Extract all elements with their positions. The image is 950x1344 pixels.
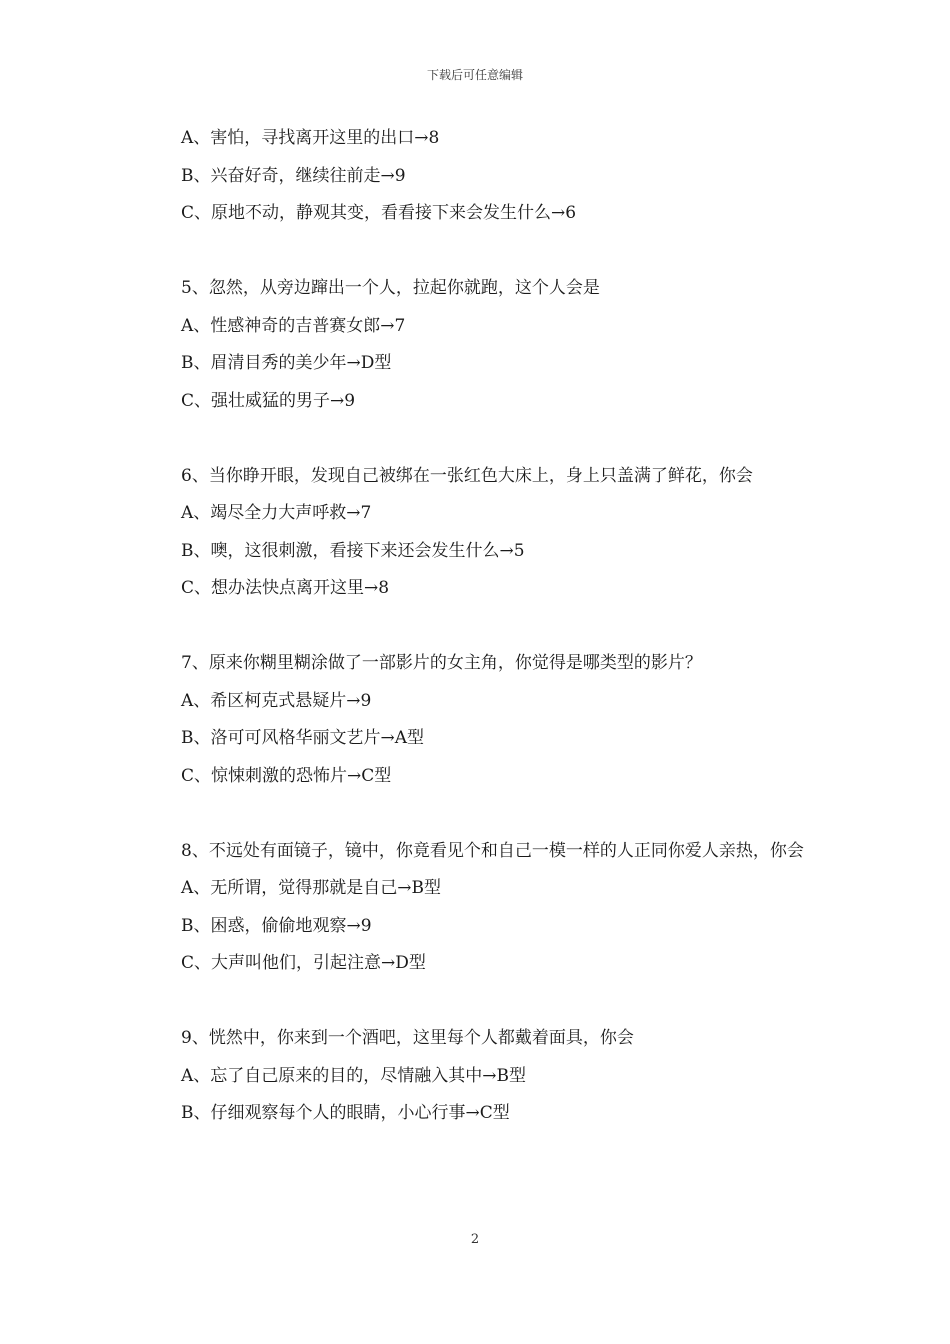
page-header: 下载后可任意编辑 [426, 68, 523, 82]
question-5: 5、忽然，从旁边蹿出一个人，拉起你就跑，这个人会是 [181, 278, 600, 298]
paragraph-gap [145, 795, 810, 833]
question-6: 6、当你睁开眼，发现自己被绑在一张红色大床上，身上只盖满了鲜花，你会 [181, 465, 753, 486]
paragraph-gap [145, 420, 810, 458]
option-c: C、原地不动，静观其变，看看接下来会发生什么→6 [181, 203, 577, 223]
option-c: C、强壮威猛的男子→9 [181, 390, 356, 411]
option-b: B、噢，这很刺激，看接下来还会发生什么→5 [181, 540, 525, 561]
document-body [145, 120, 810, 1133]
option-a: A、忘了自己原来的目的，尽情融入其中→B型 [181, 1065, 527, 1086]
option-b: B、仔细观察每个人的眼睛，小心行事→C型 [181, 1103, 510, 1123]
option-c: C、惊悚刺激的恐怖片→C型 [181, 765, 392, 786]
option-b: B、洛可可风格华丽文艺片→A型 [181, 728, 425, 748]
question-8: 8、不远处有面镜子，镜中，你竟看见个和自己一模一样的人正同你爱人亲热，你会 [181, 840, 804, 861]
option-a: A、性感神奇的吉普赛女郎→7 [181, 315, 406, 336]
option-a: A、无所谓，觉得那就是自己→B型 [181, 878, 442, 898]
option-b: B、困惑，偷偷地观察→9 [181, 915, 372, 936]
option-c: C、大声叫他们，引起注意→D型 [181, 953, 426, 973]
option-a: A、害怕，寻找离开这里的出口→8 [181, 128, 440, 148]
paragraph-gap [145, 983, 810, 1021]
option-a: A、希区柯克式悬疑片→9 [181, 690, 372, 711]
paragraph-gap [145, 608, 810, 646]
option-b: B、兴奋好奇，继续往前走→9 [181, 165, 406, 186]
page-number: 2 [470, 1232, 480, 1247]
paragraph-gap [145, 233, 810, 271]
question-7: 7、原来你糊里糊涂做了一部影片的女主角，你觉得是哪类型的影片？ [181, 653, 702, 673]
option-b: B、眉清目秀的美少年→D型 [181, 353, 392, 373]
question-9: 9、恍然中，你来到一个酒吧，这里每个人都戴着面具，你会 [181, 1028, 634, 1048]
option-c: C、想办法快点离开这里→8 [181, 578, 390, 598]
option-a: A、竭尽全力大声呼救→7 [181, 503, 372, 523]
